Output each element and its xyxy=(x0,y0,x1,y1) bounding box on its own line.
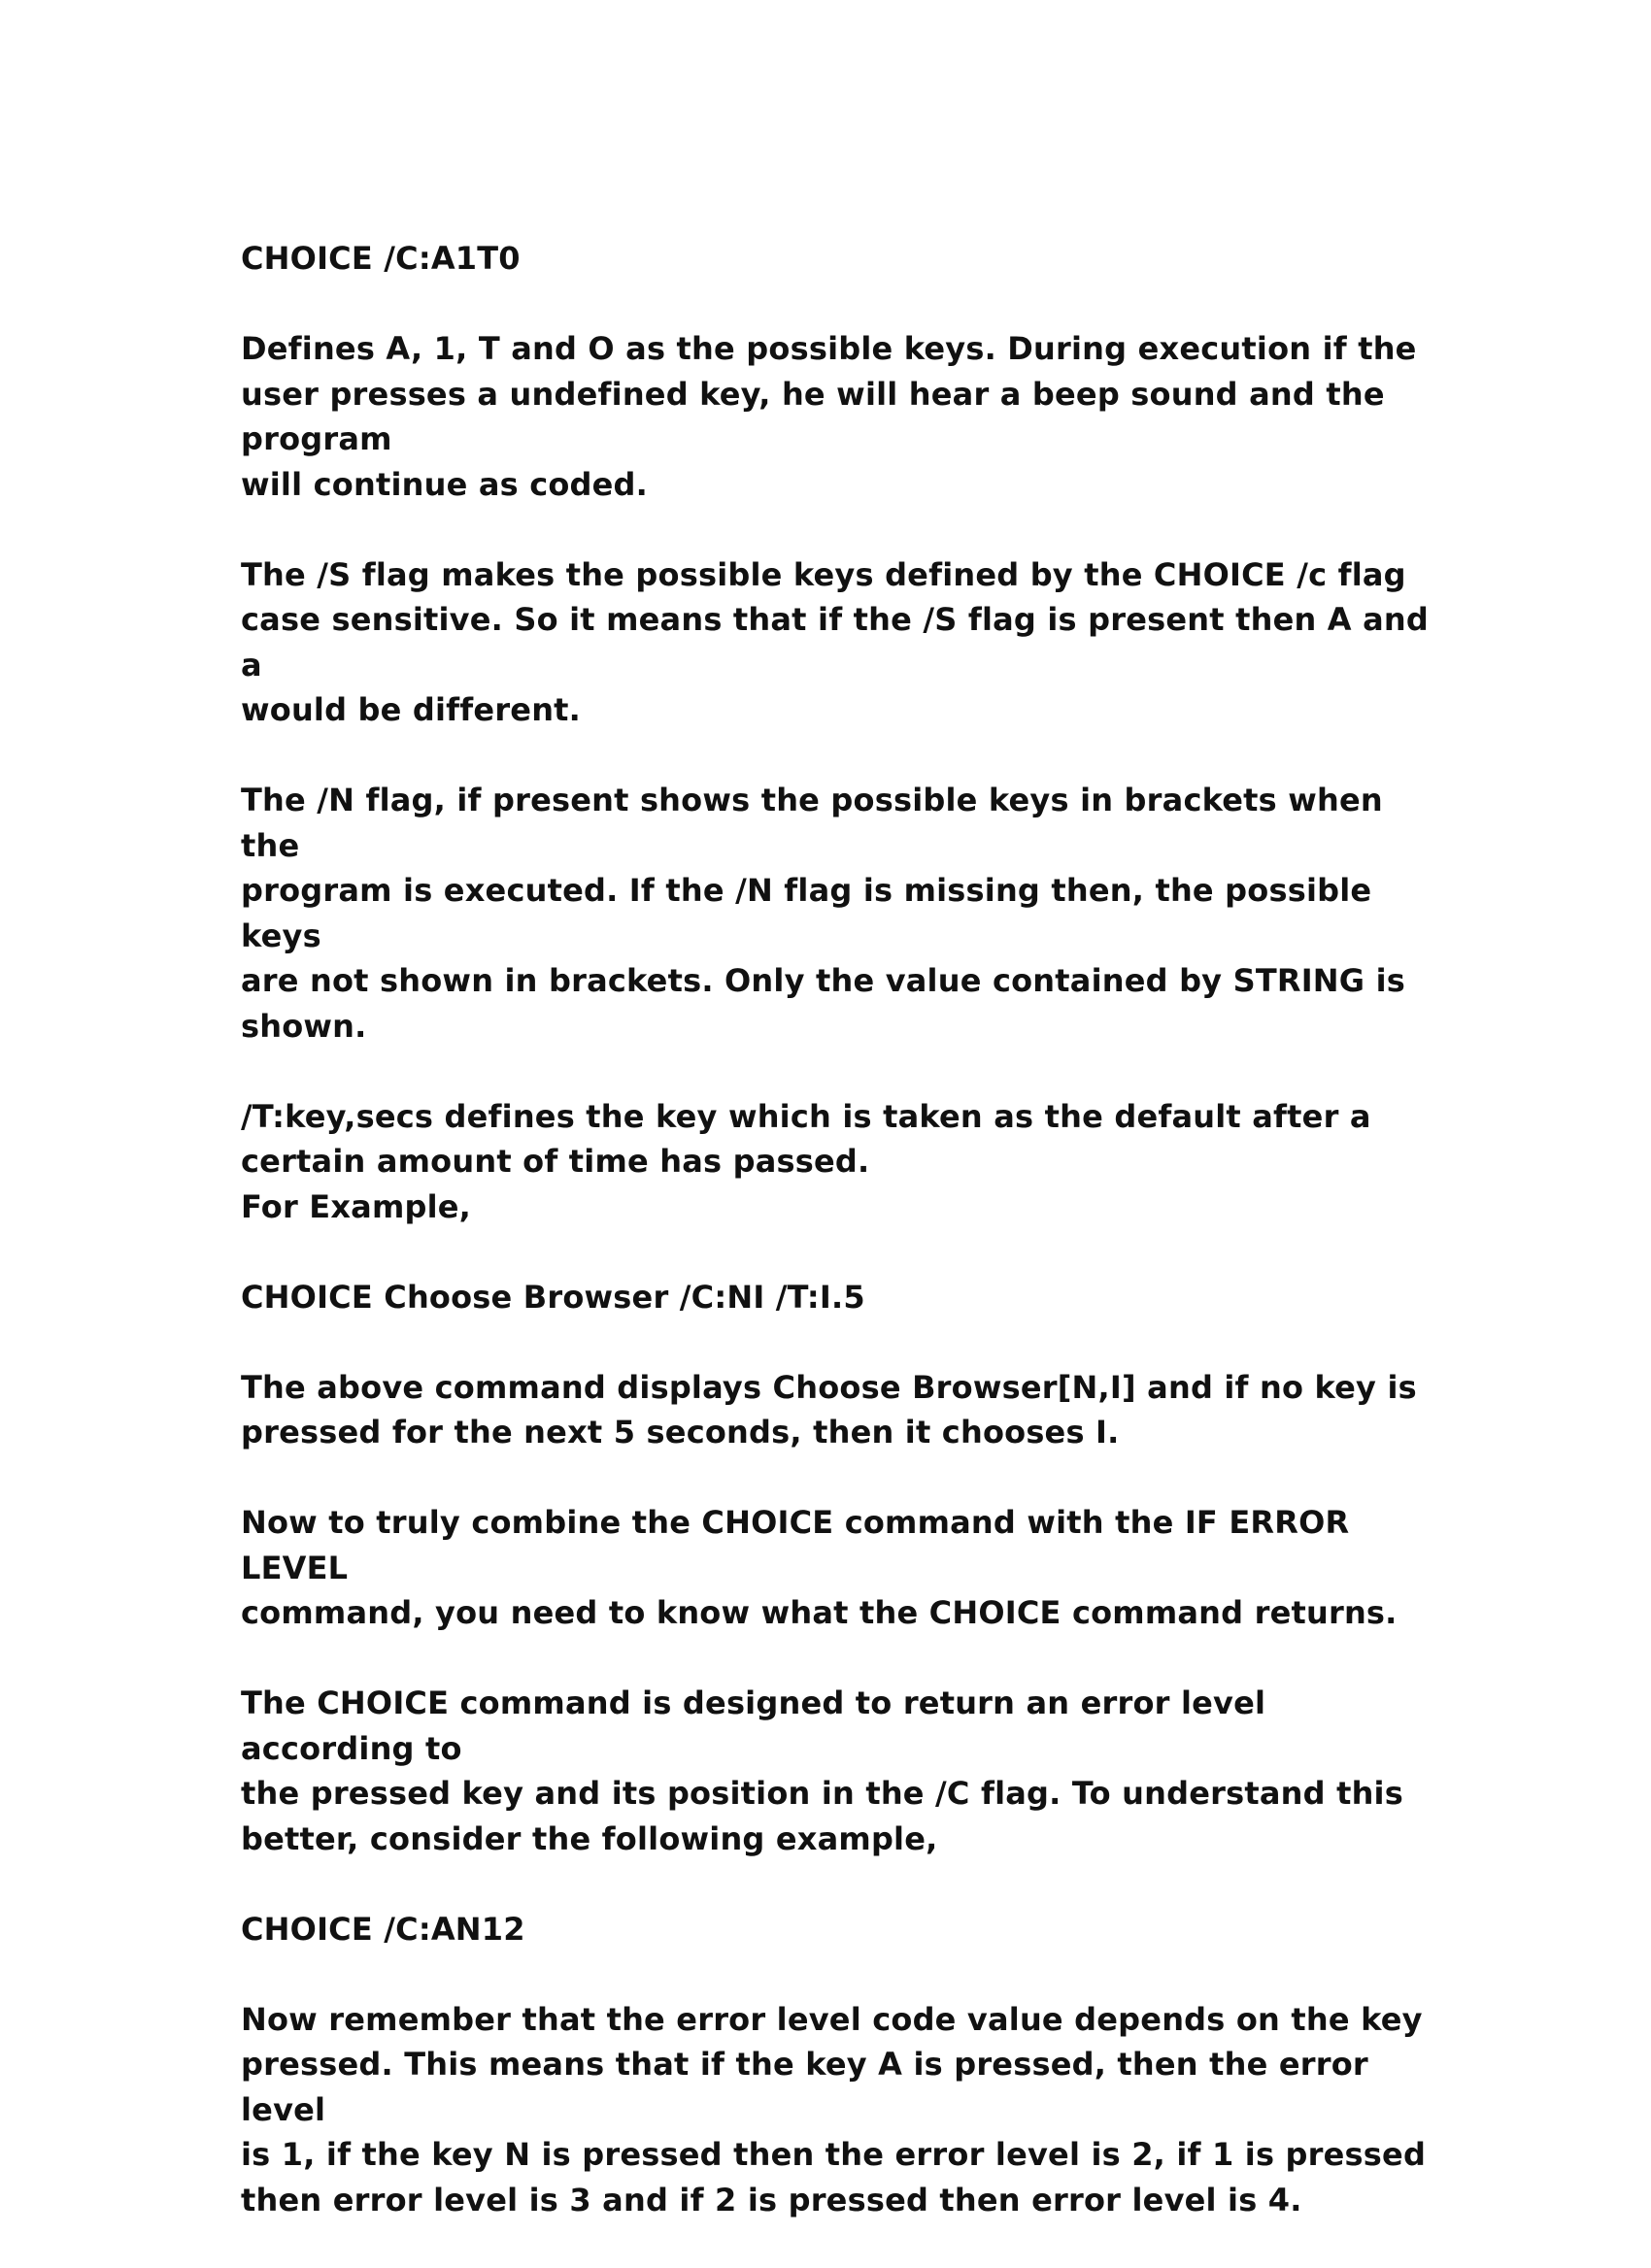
paragraph-defines-keys: Defines A, 1, T and O as the possible keys. During execution if the user presses a undefined key, he will hear a beep sound and the program will continue as coded. xyxy=(241,330,1417,503)
document-page xyxy=(241,236,1435,2268)
command-example-an12: CHOICE /C:AN12 xyxy=(241,1910,525,1948)
paragraph-s-flag: The /S flag makes the possible keys defined by the CHOICE /c flag case sensitive. So it means that if the /S flag is present then A and a would be different. xyxy=(241,555,1429,728)
paragraph-error-level-values: Now remember that the error level code value depends on the key pressed. This means that if the key A is pressed, then the error level is 1, if the key N is pressed then the error level is 2, if 1 is pressed then error level is 3 and if 2 is pressed then error level is 4. xyxy=(241,2000,1427,2218)
paragraph-error-level-return: The CHOICE command is designed to return an error level according to the pressed key and its position in the /C flag. To understand this better, consider the following example, xyxy=(241,1684,1403,1857)
paragraph-if-error-level: Now to truly combine the CHOICE command with the IF ERROR LEVEL command, you need to know what the CHOICE command returns. xyxy=(241,1504,1398,1631)
paragraph-t-flag: /T:key,secs defines the key which is taken as the default after a certain amount of time has passed. For Example, xyxy=(241,1097,1371,1225)
command-example-browser: CHOICE Choose Browser /C:NI /T:I.5 xyxy=(241,1278,865,1316)
paragraph-n-flag: The /N flag, if present shows the possible keys in brackets when the program is executed. If the /N flag is missing then, the possible keys are not shown in brackets. Only the value contained by STRING is shown. xyxy=(241,782,1406,1045)
command-example-a1t0: CHOICE /C:A1T0 xyxy=(241,240,521,277)
paragraph-browser-explanation: The above command displays Choose Browser[N,I] and if no key is pressed for the next 5 seconds, then it chooses I. xyxy=(241,1368,1417,1451)
